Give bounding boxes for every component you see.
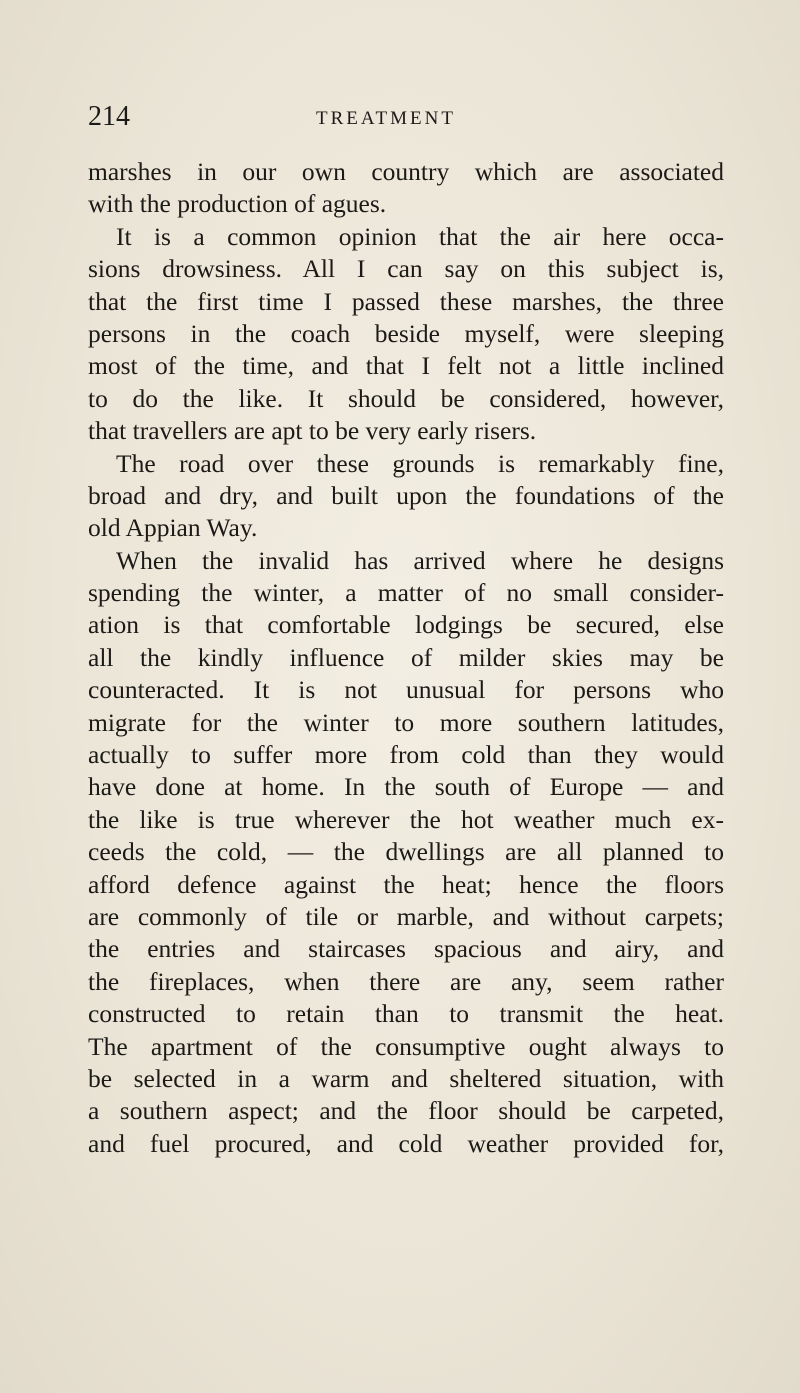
text-line: It is a common opinion that the air here occa- <box>116 221 724 251</box>
text-line: The apartment of the consumptive ought always to <box>88 1031 724 1061</box>
text-line: actually to suffer more from cold than they would <box>88 740 724 770</box>
text-line: When the invalid has arrived where he designs <box>116 545 724 575</box>
text-line: most of the time, and that I felt not a little inclined <box>88 351 724 381</box>
page-header <box>88 100 724 134</box>
text-line: all the kindly influence of milder skies may be <box>88 642 724 672</box>
text-line: have done at home. In the south of Europe — and <box>88 772 724 802</box>
page-number: 214 <box>88 101 130 132</box>
text-line: and fuel procured, and cold weather provided for, <box>88 1128 724 1158</box>
text-line: spending the winter, a matter of no small consider- <box>88 578 724 608</box>
text-line: migrate for the winter to more southern latitudes, <box>88 707 724 737</box>
text-line: old Appian Way. <box>88 513 258 543</box>
text-line: that the first time I passed these marshes, the three <box>88 286 724 316</box>
text-line: to do the like. It should be considered, however, <box>88 383 724 413</box>
text-line: be selected in a warm and sheltered situation, with <box>88 1063 724 1093</box>
text-line: broad and dry, and built upon the foundations of the <box>88 480 724 510</box>
text-line: the like is true wherever the hot weather much ex- <box>88 804 724 834</box>
text-line: with the production of agues. <box>88 189 387 219</box>
text-line: marshes in our own country which are associated <box>88 157 724 186</box>
text-line: the entries and staircases spacious and airy, and <box>88 934 724 964</box>
text-line: constructed to retain than to transmit the heat. <box>88 999 724 1029</box>
text-line: sions drowsiness. All I can say on this subject is, <box>88 254 724 284</box>
text-line: a southern aspect; and the floor should be carpeted, <box>88 1096 724 1126</box>
text-line: persons in the coach beside myself, were sleeping <box>88 318 724 348</box>
running-head: TREATMENT <box>316 108 456 129</box>
text-line: that travellers are apt to be very early risers. <box>88 416 537 446</box>
text-line: the fireplaces, when there are any, seem rather <box>88 966 724 996</box>
body-text <box>88 156 724 1160</box>
text-line: ation is that comfortable lodgings be secured, else <box>88 610 724 640</box>
text-line: afford defence against the heat; hence the floors <box>88 869 724 899</box>
text-line: The road over these grounds is remarkably fine, <box>116 448 724 478</box>
text-line: ceeds the cold, — the dwellings are all planned to <box>88 837 724 867</box>
text-line: are commonly of tile or marble, and without carpets; <box>88 901 724 931</box>
text-line: counteracted. It is not unusual for persons who <box>88 675 724 705</box>
